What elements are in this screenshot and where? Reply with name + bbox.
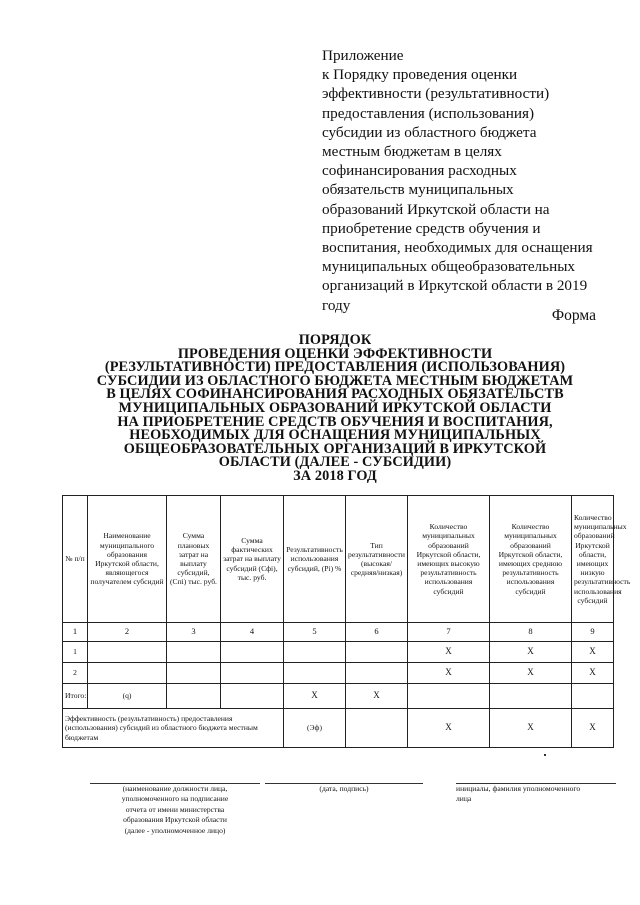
- table-cell: [221, 663, 284, 684]
- title-line: (РЕЗУЛЬТАТИВНОСТИ) ПРЕДОСТАВЛЕНИЯ (ИСПОЛЬЗОВАНИЯ): [104, 359, 566, 376]
- table-cell: 1: [63, 642, 88, 663]
- signature-name: [456, 783, 616, 805]
- appendix-line: к Порядку проведения оценки: [322, 66, 518, 84]
- table-cell: [167, 663, 221, 684]
- header-cell: Результативность использования субсидий, (Pi) %: [284, 496, 346, 623]
- table-cell: X: [490, 663, 572, 684]
- table-cell: X: [408, 709, 490, 748]
- header-cell: Наименование муниципального образования Иркутской области, являющегося получателем субсидий: [88, 496, 167, 623]
- column-number: 7: [408, 623, 490, 642]
- title-line: ПОРЯДОК: [298, 332, 372, 348]
- document-title: [60, 334, 610, 484]
- table-cell: 2: [63, 663, 88, 684]
- total-label: Итого:: [63, 684, 88, 709]
- table-row: [63, 663, 614, 684]
- column-number: 5: [284, 623, 346, 642]
- table-cell: [88, 642, 167, 663]
- efficiency-label: Эффективность (результативность) предоставления (использования) субсидий из областного бюджета местным бюджетам: [63, 709, 284, 748]
- column-number: 8: [490, 623, 572, 642]
- table-cell: [408, 684, 490, 709]
- column-number: 9: [572, 623, 614, 642]
- table-cell: X: [490, 709, 572, 748]
- table-cell: [572, 684, 614, 709]
- efficiency-row: [63, 709, 614, 748]
- appendix-line: году: [322, 296, 351, 314]
- dot-mark: [544, 754, 546, 756]
- signature-line: лица: [456, 794, 472, 804]
- appendix-line: воспитания, необходимых для оснащения: [322, 239, 593, 257]
- appendix-line: приобретение средств обучения и: [322, 219, 541, 237]
- title-line: ОБЛАСТИ (ДАЛЕЕ - СУБСИДИИ): [218, 454, 452, 471]
- title-line: В ЦЕЛЯХ СОФИНАНСИРОВАНИЯ РАСХОДНЫХ ОБЯЗАТЕЛЬСТВ: [106, 386, 564, 403]
- table-cell: (q): [88, 684, 167, 709]
- column-number: 4: [221, 623, 284, 642]
- table-cell: X: [284, 684, 346, 709]
- header-cell: Количество муниципальных образований Иркутской области, имеющих низкую результативность использования субсидий: [572, 496, 614, 623]
- table-cell: X: [572, 663, 614, 684]
- header-cell: № п/п: [63, 496, 88, 623]
- table-cell: X: [346, 684, 408, 709]
- signature-line: образования Иркутской области: [123, 815, 227, 825]
- table-cell: X: [408, 642, 490, 663]
- title-line: НА ПРИОБРЕТЕНИЕ СРЕДСТВ ОБУЧЕНИЯ И ВОСПИТАНИЯ,: [117, 413, 553, 430]
- table-cell: X: [572, 709, 614, 748]
- table-cell: [167, 642, 221, 663]
- appendix-line: субсидии из областного бюджета: [322, 123, 537, 141]
- table-header-row: [63, 496, 614, 623]
- header-cell: Количество муниципальных образований Иркутской области, имеющих высокую результативность использования субсидий: [408, 496, 490, 623]
- column-number: 2: [88, 623, 167, 642]
- appendix-line: Приложение: [322, 47, 404, 64]
- table-cell: [88, 663, 167, 684]
- appendix-line: эффективности (результативности): [322, 85, 550, 103]
- header-cell: Тип результативности (высокая/средняя/низкая): [346, 496, 408, 623]
- table-cell: [284, 663, 346, 684]
- title-line: МУНИЦИПАЛЬНЫХ ОБРАЗОВАНИЙ ИРКУТСКОЙ ОБЛАСТИ: [118, 399, 552, 416]
- appendix-line: образований Иркутской области на: [322, 200, 550, 218]
- table-cell: [346, 642, 408, 663]
- appendix-line: местным бюджетам в целях: [322, 143, 502, 161]
- signature-line: (наименование должности лица,: [122, 784, 228, 793]
- appendix-line: софинансирования расходных: [322, 162, 517, 180]
- table-cell: [167, 684, 221, 709]
- column-number: 1: [63, 623, 88, 642]
- table-cell: X: [572, 642, 614, 663]
- header-cell: Сумма фактических затрат на выплату субсидий (Сфi), тыс. руб.: [221, 496, 284, 623]
- signature-position: [90, 783, 260, 836]
- table-cell: [346, 709, 408, 748]
- title-line: ЗА 2018 ГОД: [293, 467, 377, 484]
- signature-line: уполномоченного на подписание: [121, 794, 229, 804]
- title-line: СУБСИДИИ ИЗ ОБЛАСТНОГО БЮДЖЕТА МЕСТНЫМ БЮДЖЕТАМ: [96, 372, 574, 389]
- header-cell: Количество муниципальных образований Иркутской области, имеющих среднюю результативность использования субсидий: [490, 496, 572, 623]
- appendix-line: обязательств муниципальных: [322, 181, 514, 199]
- evaluation-table: [62, 495, 631, 748]
- title-line: ПРОВЕДЕНИЯ ОЦЕНКИ ЭФФЕКТИВНОСТИ: [177, 345, 493, 362]
- form-label: Форма: [551, 307, 596, 324]
- appendix-line: муниципальных общеобразовательных: [322, 258, 575, 276]
- total-row: [63, 684, 614, 709]
- table-row: [63, 642, 614, 663]
- signature-line: инициалы, фамилия уполномоченного: [456, 784, 581, 793]
- table-cell: [221, 642, 284, 663]
- table-cell: [346, 663, 408, 684]
- appendix-block: [322, 46, 622, 315]
- table-cell: [284, 642, 346, 663]
- table-cell: X: [490, 642, 572, 663]
- column-number: 6: [346, 623, 408, 642]
- title-line: НЕОБХОДИМЫХ ДЛЯ ОСНАЩЕНИЯ МУНИЦИПАЛЬНЫХ: [129, 427, 541, 444]
- signature-date: [265, 783, 423, 794]
- header-cell: Сумма плановых затрат на выплату субсидий, (Спi) тыс. руб.: [167, 496, 221, 623]
- appendix-line: предоставления (использования): [322, 104, 535, 122]
- appendix-line: организаций в Иркутской области в 2019: [322, 277, 588, 295]
- column-number-row: [63, 623, 614, 642]
- signature-line: (далее - уполномоченное лицо): [124, 825, 226, 835]
- signature-line: отчета от имени министерства: [125, 804, 225, 814]
- efficiency-value: (Эф): [284, 709, 346, 748]
- table-cell: X: [408, 663, 490, 684]
- table-cell: [221, 684, 284, 709]
- title-line: ОБЩЕОБРАЗОВАТЕЛЬНЫХ ОРГАНИЗАЦИЙ В ИРКУТСКОЙ: [123, 440, 547, 457]
- column-number: 3: [167, 623, 221, 642]
- table-cell: [490, 684, 572, 709]
- signature-line: (дата, подпись): [319, 784, 369, 793]
